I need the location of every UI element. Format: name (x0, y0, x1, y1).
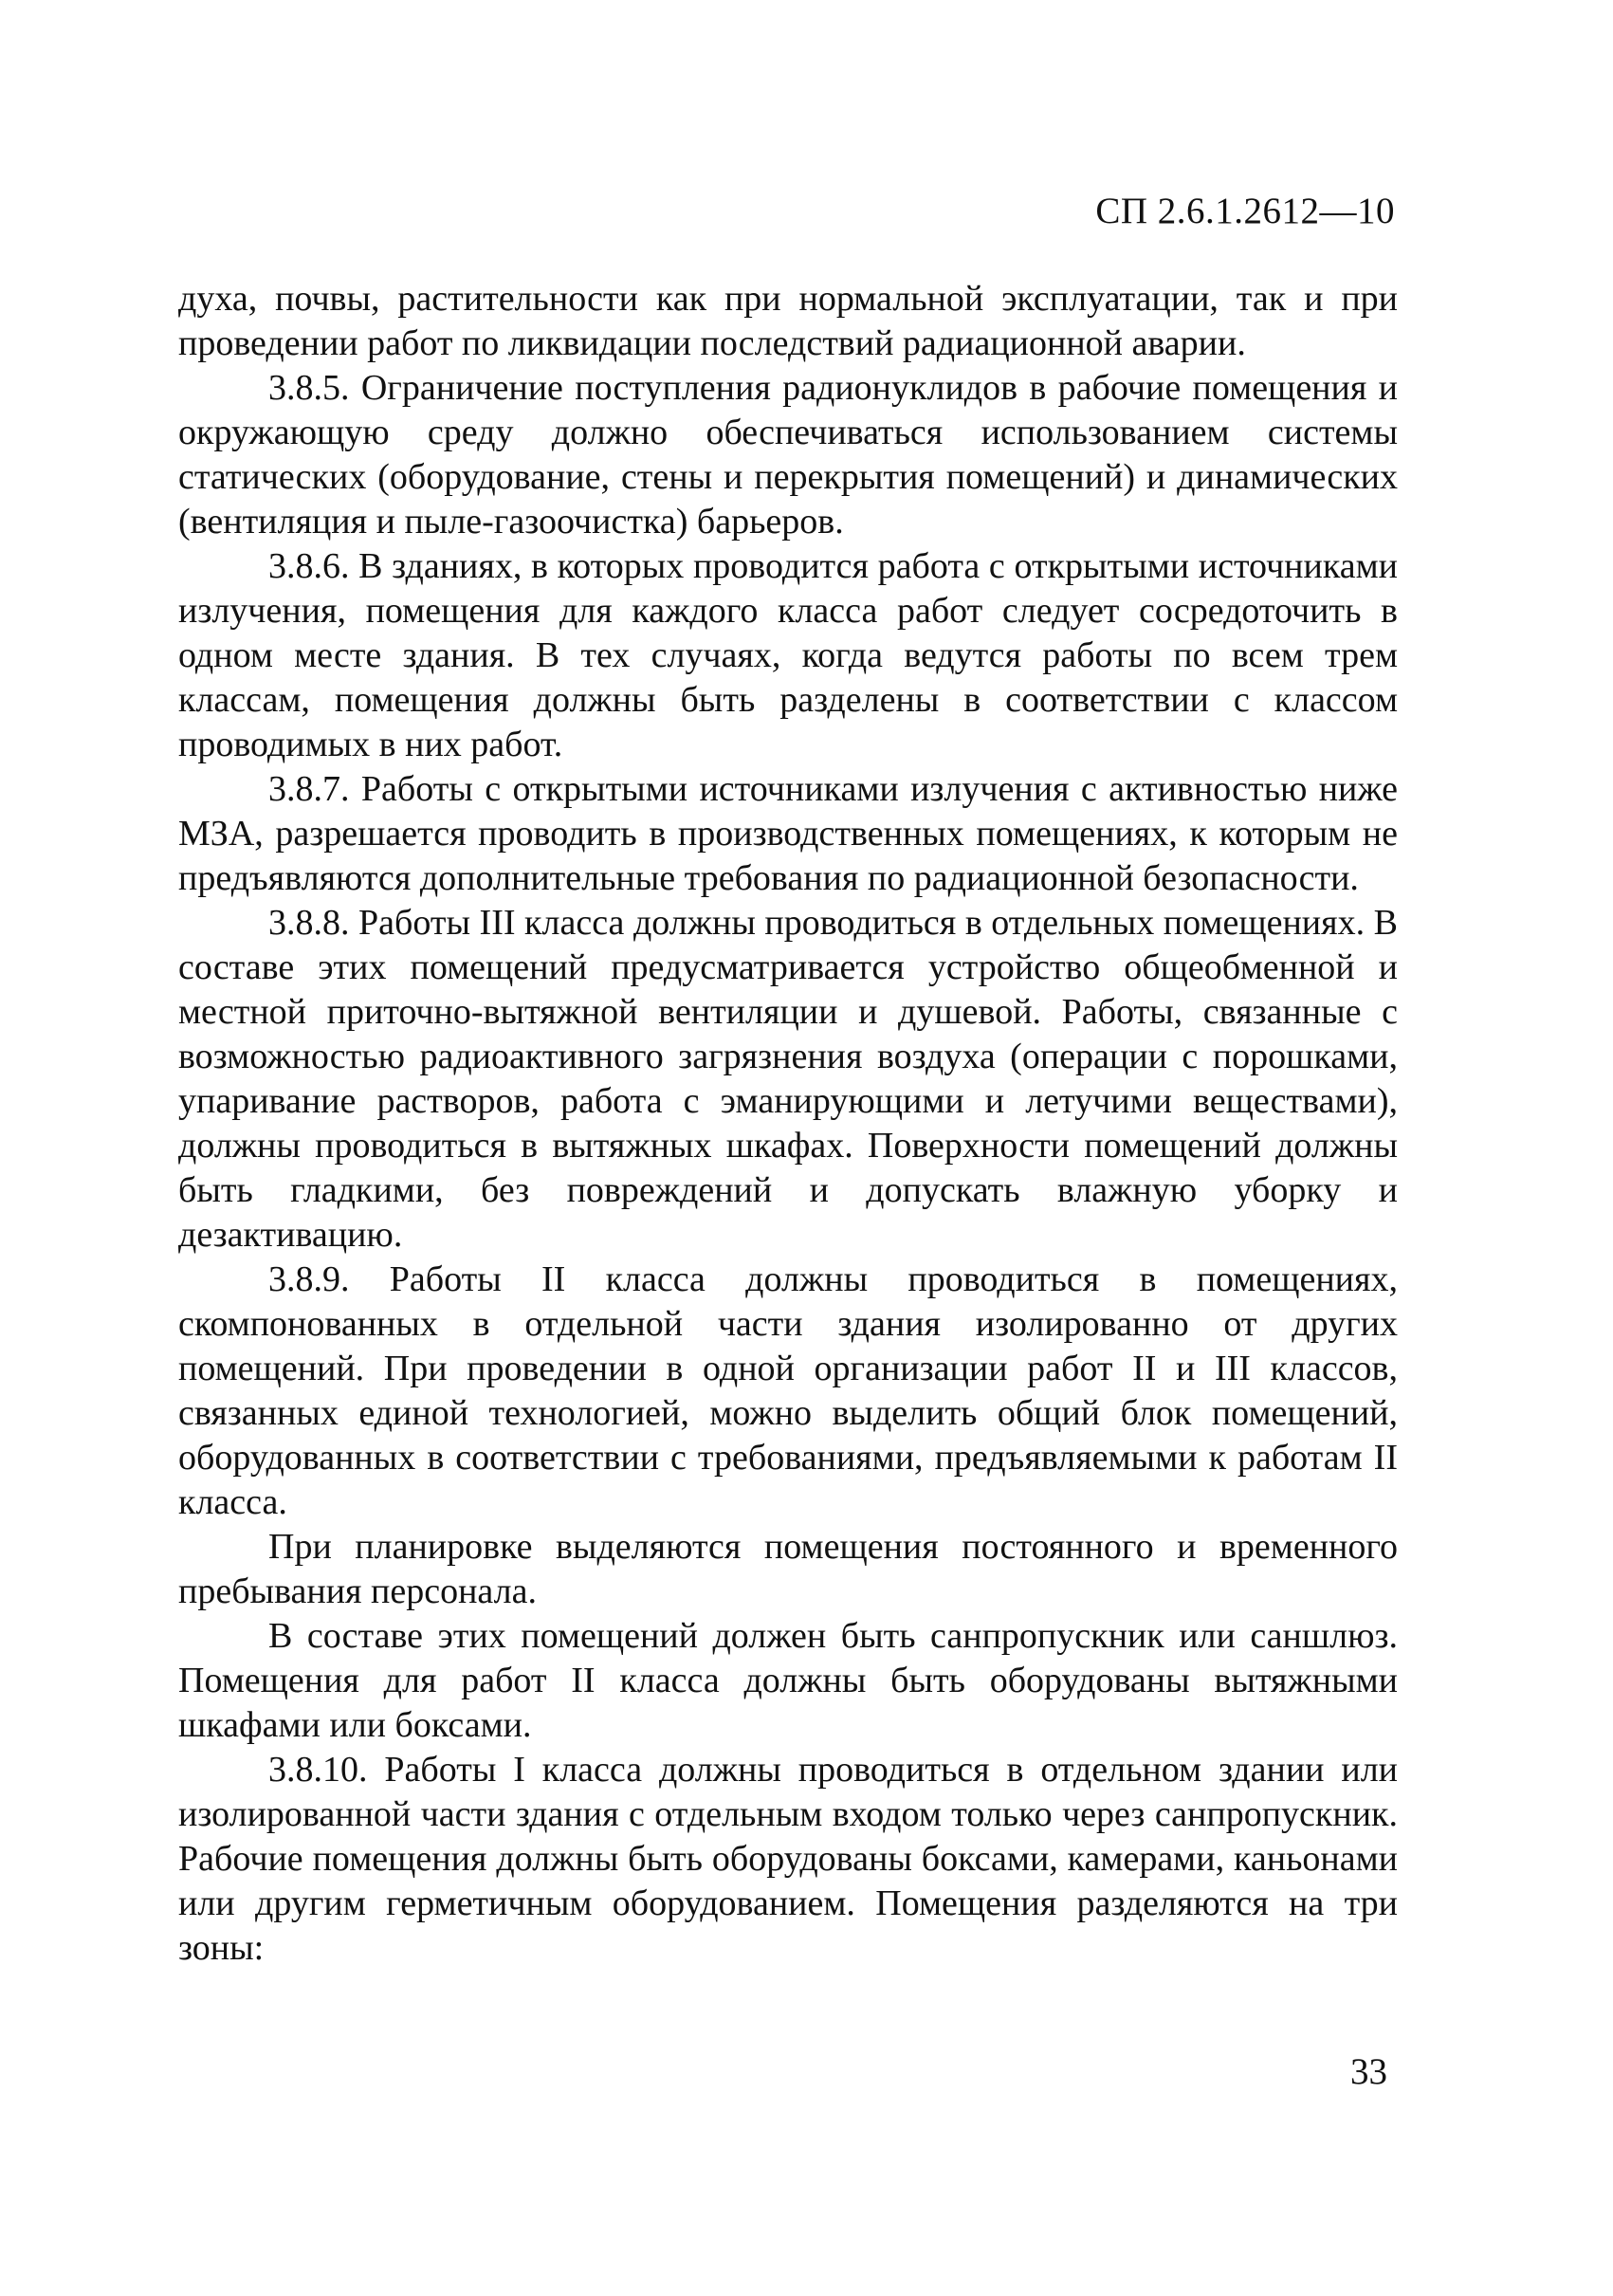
paragraph-3-8-10: 3.8.10. Работы I класса должны проводиться в отдельном здании или изолированной части здания с отдельным входом только через санпропускник. Рабочие помещения должны быть оборудованы боксами, камерами, каньонами или другим герметичным оборудованием. Помещения разделяются на три зоны: (178, 1750, 1398, 1968)
paragraph-3-8-7: 3.8.7. Работы с открытыми источниками излучения с активностью ниже МЗА, разрешается проводить в производственных помещениях, к которым не предъявляются дополнительные требования по радиационной безопасности. (178, 769, 1398, 898)
document-code-header: СП 2.6.1.2612—10 (1095, 191, 1395, 231)
paragraph-3-8-5: 3.8.5. Ограничение поступления радионуклидов в рабочие помещения и окружающую среду должно обеспечиваться использованием системы статических (оборудование, стены и перекрытия помещений) и динамических (вентиляция и пыле-газоочистка) барьеров. (178, 368, 1398, 542)
paragraph-planning: При планировке выделяются помещения постоянного и временного пребывания персонала. (178, 1527, 1398, 1611)
paragraph-3-8-9: 3.8.9. Работы II класса должны проводиться в помещениях, скомпонованных в отдельной части здания изолированно от других помещений. При проведении в одной организации работ II и III классов, связанных единой технологией, можно выделить общий блок помещений, оборудованных в соответствии с требованиями, предъявляемыми к работам II класса. (178, 1259, 1398, 1522)
paragraph-3-8-8: 3.8.8. Работы III класса должны проводиться в отдельных помещениях. В составе этих помещений предусматривается устройство общеобменной и местной приточно-вытяжной вентиляции и душевой. Работы, связанные с возможностью радиоактивного загрязнения воздуха (операции с порошками, упаривание растворов, работа с эманирующими и летучими веществами), должны проводиться в вытяжных шкафах. Поверхности помещений должны быть гладкими, без повреждений и допускать влажную уборку и дезактивацию. (178, 903, 1398, 1255)
paragraph-sanitary-lock: В составе этих помещений должен быть санпропускник или саншлюз. Помещения для работ II класса должны быть оборудованы вытяжными шкафами или боксами. (178, 1616, 1398, 1745)
page-number: 33 (1350, 2051, 1387, 2092)
paragraph-continuation: духа, почвы, растительности как при нормальной эксплуатации, так и при проведении работ по ликвидации последствий радиационной аварии. (178, 279, 1398, 363)
document-body (178, 277, 1398, 1971)
paragraph-3-8-6: 3.8.6. В зданиях, в которых проводится работа с открытыми источниками излучения, помещения для каждого класса работ следует сосредоточить в одном месте здания. В тех случаях, когда ведутся работы по всем трем классам, помещения должны быть разделены в соответствии с классом проводимых в них работ. (178, 546, 1398, 764)
